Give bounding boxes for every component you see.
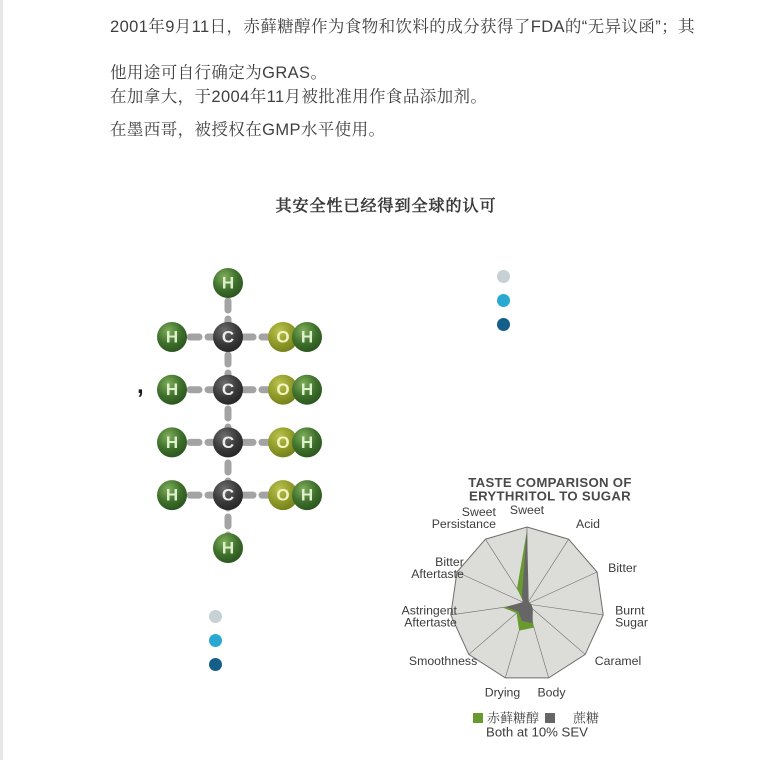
- erythritol-molecule-figure: [145, 258, 335, 570]
- carousel-dot[interactable]: [497, 294, 510, 307]
- svg-text:C: C: [221, 380, 235, 400]
- paragraph-line: 在加拿大，于2004年11月被批准用作食品添加剂。: [110, 88, 488, 106]
- paragraph-line: 在墨西哥，被授权在GMP水平使用。: [110, 121, 386, 139]
- legend-label: 蔗糖: [573, 710, 600, 726]
- radar-axis-label: Sweet: [461, 504, 496, 519]
- carousel-dots-left: [209, 610, 222, 671]
- section-heading: 其安全性已经得到全球的认可: [275, 198, 497, 215]
- svg-text:C: C: [221, 485, 235, 505]
- radar-chart-figure: [400, 462, 730, 754]
- page-edge-divider: [0, 0, 3, 760]
- svg-text:H: H: [165, 432, 179, 452]
- svg-text:H: H: [300, 380, 314, 400]
- radar-axis-label: Bitter: [435, 554, 464, 569]
- svg-text:H: H: [165, 380, 179, 400]
- carousel-dot[interactable]: [209, 658, 222, 671]
- radar-axis-label: Smoothness: [408, 653, 478, 668]
- legend-footnote: Both at 10% SEV: [486, 724, 588, 740]
- paragraph-line: 他用途可自行确定为GRAS。: [110, 64, 328, 82]
- radar-axis-label: Sugar: [615, 615, 648, 630]
- radar-axis-label: Burnt: [615, 603, 645, 618]
- legend-swatch-erythritol: [473, 713, 483, 723]
- svg-text:H: H: [221, 538, 235, 558]
- radar-title: TASTE COMPARISON OF: [468, 475, 632, 490]
- carousel-dot[interactable]: [497, 318, 510, 331]
- svg-text:C: C: [221, 327, 235, 347]
- svg-text:H: H: [300, 327, 314, 347]
- radar-axis-label: Drying: [484, 685, 521, 700]
- radar-axis-label: Body: [537, 685, 566, 700]
- svg-text:H: H: [300, 432, 314, 452]
- paragraph-line: 2001年9月11日，赤藓糖醇作为食物和饮料的成分获得了FDA的“无异议函”；其: [110, 18, 696, 36]
- carousel-dot[interactable]: [209, 610, 222, 623]
- svg-text:H: H: [165, 327, 179, 347]
- radar-svg: [400, 462, 730, 754]
- legend-swatch-sugar: [545, 713, 555, 723]
- stray-comma-text: ,: [137, 372, 144, 399]
- svg-text:O: O: [276, 380, 290, 400]
- carousel-dot[interactable]: [497, 270, 510, 283]
- radar-axis-label: Caramel: [594, 653, 642, 668]
- molecule-svg: [145, 258, 335, 570]
- svg-text:O: O: [276, 432, 290, 452]
- svg-text:H: H: [221, 273, 235, 293]
- svg-text:C: C: [221, 432, 235, 452]
- radar-axis-label: Bitter: [608, 560, 637, 575]
- carousel-dot[interactable]: [209, 634, 222, 647]
- legend-label: 赤藓糖醇: [487, 710, 540, 726]
- carousel-dots-right: [497, 270, 510, 331]
- radar-title: ERYTHRITOL TO SUGAR: [468, 488, 632, 504]
- svg-text:O: O: [276, 327, 290, 347]
- radar-axis-label: Aftertaste: [411, 566, 464, 581]
- radar-axis-label: Astringent: [401, 603, 457, 618]
- svg-text:O: O: [276, 485, 290, 505]
- radar-axis-label: Sweet: [509, 503, 545, 517]
- svg-text:H: H: [165, 485, 179, 505]
- svg-text:H: H: [300, 485, 314, 505]
- radar-axis-label: Aftertaste: [404, 615, 457, 630]
- radar-axis-label: Acid: [576, 516, 600, 531]
- radar-axis-label: Persistance: [431, 516, 496, 531]
